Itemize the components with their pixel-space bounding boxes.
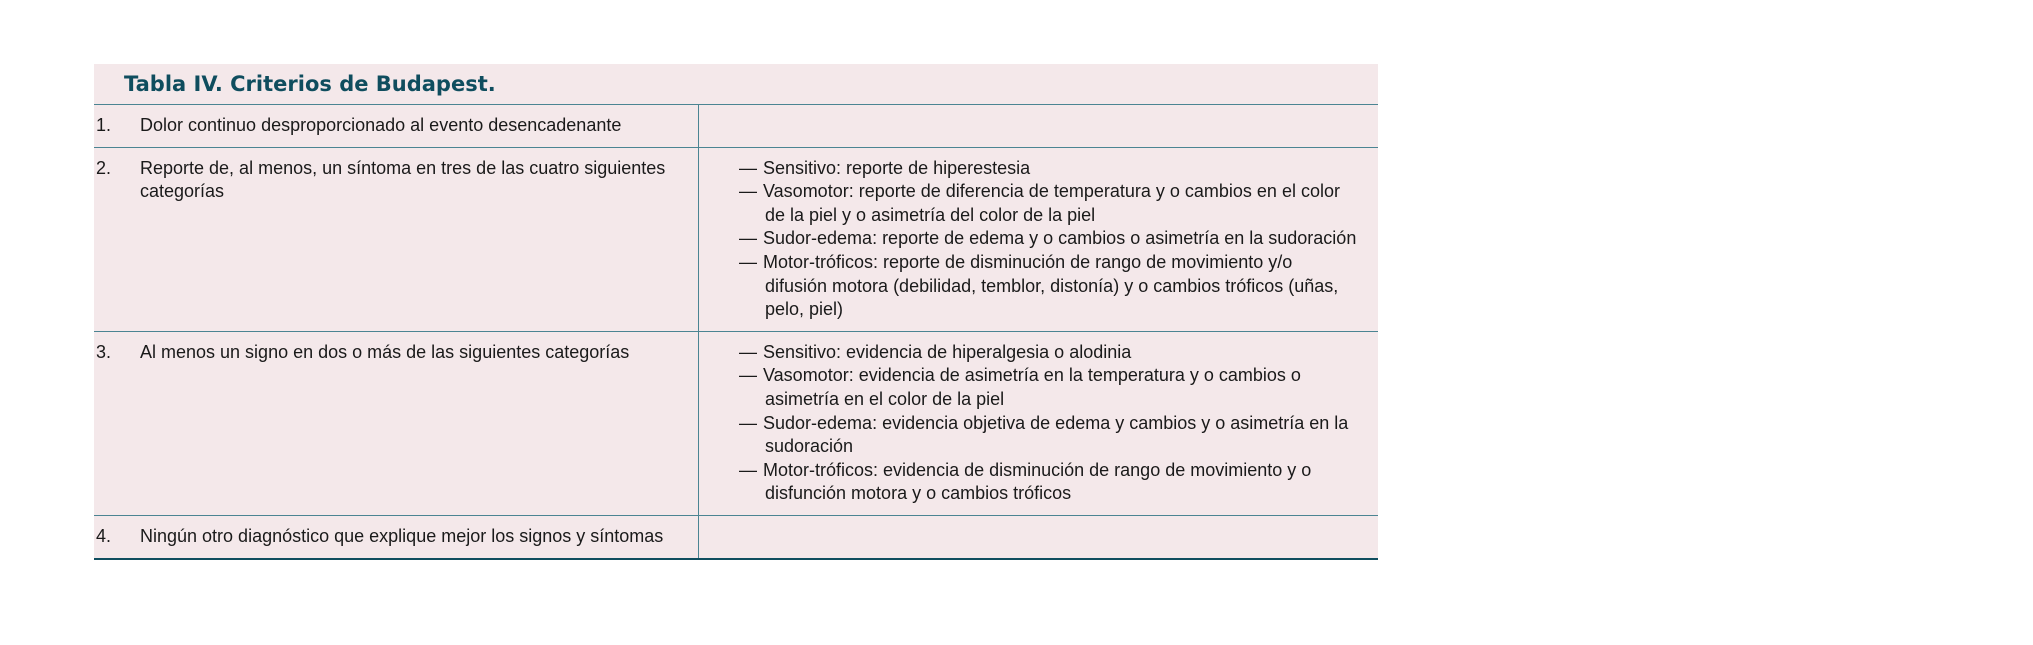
dash-bullet: — [739, 341, 757, 362]
list-item: — Vasomotor: reporte de diferencia de temperatura y o cambios en el color de la piel y o asimetría del color de la piel [739, 181, 1340, 225]
list-item: — Vasomotor: evidencia de asimetría en la temperatura y o cambios o asimetría en el color de la piel [739, 365, 1301, 409]
table-title: Tabla IV. Criterios de Budapest. [124, 72, 496, 96]
dash-bullet: — [739, 412, 757, 433]
criterion-number: 4. [96, 525, 112, 546]
dash-bullet: — [739, 228, 757, 249]
criterion-text: Reporte de, al menos, un síntoma en tres de las cuatro siguientes categorías [140, 157, 666, 202]
table-row [94, 147, 1378, 331]
details-cell [699, 331, 1379, 515]
criterion-number: 3. [96, 341, 112, 362]
criterion-number: 1. [96, 115, 112, 135]
criterion-cell [94, 105, 699, 148]
criterion-text: Dolor continuo desproporcionado al evento desencadenante [140, 115, 622, 135]
criterion-cell [94, 331, 699, 515]
criterion-text: Al menos un signo en dos o más de las siguientes categorías [140, 341, 630, 362]
criterion-cell [94, 147, 699, 331]
list-item: — Sensitivo: evidencia de hiperalgesia o alodinia [739, 341, 1358, 365]
list-item: — Sudor-edema: evidencia objetiva de edema y cambios y o asimetría en la sudoración [739, 412, 1349, 457]
list-item: — Sensitivo: reporte de hiperestesia [739, 157, 1358, 181]
dash-bullet: — [739, 157, 757, 178]
list-item: — Motor-tróficos: evidencia de disminución de rango de movimiento y o disfunción motora y o cambios tróficos [739, 459, 1312, 504]
criterion-cell [94, 515, 699, 558]
details-cell [699, 515, 1379, 558]
dash-bullet: — [739, 251, 757, 272]
details-list [739, 157, 1358, 322]
criteria-grid [94, 104, 1378, 560]
table-row [94, 331, 1378, 515]
list-item: — Sudor-edema: reporte de edema y o cambios o asimetría en la sudoración [739, 227, 1358, 251]
dash-bullet: — [739, 365, 757, 386]
budapest-criteria-table [94, 64, 1378, 560]
table-row [94, 515, 1378, 558]
criterion-number: 2. [96, 157, 112, 178]
details-cell [699, 105, 1379, 148]
table-row [94, 105, 1378, 148]
details-list [739, 341, 1358, 506]
list-item: — Motor-tróficos: reporte de disminución de rango de movimiento y/o difusión motora (debilidad, temblor, distonía) y o cambios tróficos (uñas, pelo, piel) [739, 251, 1339, 320]
dash-bullet: — [739, 181, 757, 202]
details-cell [699, 147, 1379, 331]
dash-bullet: — [739, 459, 757, 480]
criterion-text: Ningún otro diagnóstico que explique mejor los signos y síntomas [140, 525, 664, 546]
